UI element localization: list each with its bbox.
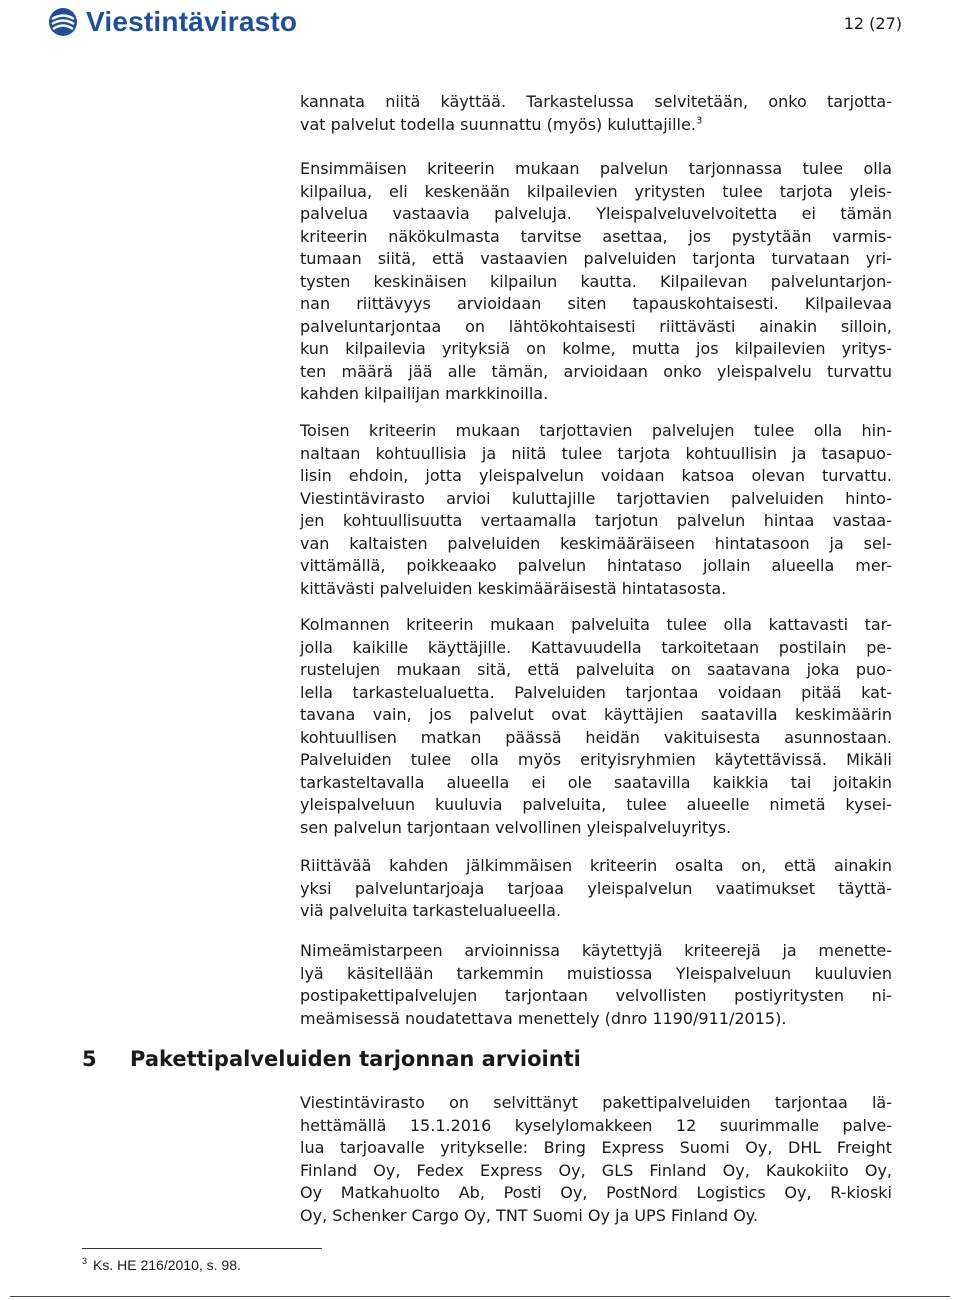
text-line: kilpailua, eli keskenään kilpailevien yritysten tulee tarjota yleis- bbox=[300, 181, 892, 201]
footnote-text: Ks. HE 216/2010, s. 98. bbox=[93, 1257, 241, 1273]
text-line: meämisessä noudatettava menettely (dnro 1190/911/2015). bbox=[300, 1008, 787, 1028]
text-line: Oy, Schenker Cargo Oy, TNT Suomi Oy ja UPS Finland Oy. bbox=[300, 1205, 759, 1225]
text-line: palveluntarjontaa on lähtökohtaisesti riittävästi ainakin silloin, bbox=[300, 316, 892, 336]
text-line: vittämällä, poikkeaako palvelun hintataso jollain alueella mer- bbox=[300, 556, 892, 575]
footnote-separator bbox=[82, 1248, 322, 1249]
section-title: Pakettipalveluiden tarjonnan arviointi bbox=[130, 1047, 581, 1071]
viestintavirasto-logo-icon bbox=[48, 7, 78, 37]
paragraph-2 bbox=[300, 158, 892, 406]
text-line: tumaan siitä, että vastaavien palveluiden tarjonta turvataan yri- bbox=[300, 249, 892, 268]
paragraph-5 bbox=[300, 855, 892, 923]
text-line: vat palvelut todella suunnattu (myös) kuluttajille.$^3$ bbox=[300, 114, 703, 134]
text-line: Finland Oy, Fedex Express Oy, GLS Finland Oy, Kaukokiito Oy, bbox=[300, 1160, 892, 1180]
page-header bbox=[0, 0, 960, 50]
text-line: nan riittävyys arvioidaan siten tapauskohtaisesti. Kilpailevaa bbox=[300, 294, 892, 313]
text-line: Kolmannen kriteerin mukaan palveluita tulee olla kattavasti tar- bbox=[300, 615, 892, 634]
text-line: Ensimmäisen kriteerin mukaan palvelun tarjonnassa tulee olla bbox=[300, 159, 892, 178]
text-line: ten määrä jää alle tämän, arvioidaan onko yleispalvelu turvattu bbox=[300, 361, 892, 381]
page-bottom-divider bbox=[10, 1296, 950, 1297]
text-line: jolla kaikille käyttäjille. Kattavuudella tarkoitetaan postilain pe- bbox=[300, 637, 892, 657]
text-line: tavana vain, jos palvelut ovat käyttäjien saatavilla keskimäärin bbox=[300, 705, 892, 724]
text-line: Viestintävirasto on selvittänyt pakettipalveluiden tarjontaa lä- bbox=[300, 1093, 892, 1112]
text-line: lella tarkastelualuetta. Palveluiden tarjontaa voidaan pitää kat- bbox=[300, 682, 892, 702]
footnote bbox=[82, 1257, 241, 1273]
footnote-marker: 3 bbox=[695, 115, 703, 127]
footnote-number: 3 bbox=[82, 1256, 88, 1267]
section-paragraph bbox=[300, 1092, 892, 1227]
logo bbox=[48, 6, 297, 38]
text-line: tysten keskinäisen kilpailun kautta. Kilpailevan palveluntarjon- bbox=[300, 271, 892, 291]
text-line: naltaan kohtuullisia ja niitä tulee tarjota kohtuullisin ja tasapuo- bbox=[300, 443, 892, 463]
paragraph-6 bbox=[300, 940, 892, 1030]
text-line: yleispalveluun kuuluvia palveluita, tulee alueelle nimetä kysei- bbox=[300, 795, 892, 814]
text-line: hettämällä 15.1.2016 kyselylomakkeen 12 suurimmalle palve- bbox=[300, 1115, 892, 1135]
text-line: lua tarjoavalle yritykselle: Bring Express Suomi Oy, DHL Freight bbox=[300, 1138, 892, 1157]
text-line: rustelujen mukaan sitä, että palveluita on saatavana joka puo- bbox=[300, 660, 892, 679]
text-line: kriteerin näkökulmasta tarvitse asettaa, jos pystytään varmis- bbox=[300, 226, 892, 246]
text-line: lyä käsitellään tarkemmin muistiossa Yleispalveluun kuuluvien bbox=[300, 963, 892, 983]
text-line: lisin ehdoin, jotta yleispalvelun voidaan katsoa olevan turvattu. bbox=[300, 466, 892, 485]
paragraph-1 bbox=[300, 91, 892, 136]
text-line: viä palveluita tarkastelualueella. bbox=[300, 901, 562, 920]
text-line: Palveluiden tulee olla myös erityisryhmien käytettävissä. Mikäli bbox=[300, 750, 892, 769]
text-line: Toisen kriteerin mukaan tarjottavien palvelujen tulee olla hin- bbox=[300, 421, 892, 440]
text-line: kun kilpailevia yrityksiä on kolme, mutta jos kilpailevien yritys- bbox=[300, 339, 892, 358]
text-line: postipakettipalvelujen tarjontaan velvollisten postiyritysten ni- bbox=[300, 986, 892, 1005]
text-line: Nimeämistarpeen arvioinnissa käytettyjä kriteerejä ja menette- bbox=[300, 941, 892, 960]
text-line: van kaltaisten palveluiden keskimääräiseen hintatasoon ja sel- bbox=[300, 533, 892, 553]
page-number: 12 (27) bbox=[843, 14, 902, 33]
text-line: Viestintävirasto arvioi kuluttajille tarjottavien palveluiden hinto- bbox=[300, 488, 892, 508]
text-line: palvelua vastaavia palveluja. Yleispalveluvelvoitetta ei tämän bbox=[300, 204, 892, 223]
text-line: tarkasteltavalla alueella ei ole saatavilla kaikkia tai joitakin bbox=[300, 772, 892, 792]
logo-text: Viestintävirasto bbox=[86, 6, 298, 37]
text-line: Riittävää kahden jälkimmäisen kriteerin osalta on, että ainakin bbox=[300, 856, 892, 875]
text-line: kittävästi palveluiden keskimääräisestä hintatasosta. bbox=[300, 578, 727, 598]
text-line: jen kohtuullisuutta vertaamalla tarjotun palvelun hintaa vastaa- bbox=[300, 511, 892, 530]
text-line: kannata niitä käyttää. Tarkastelussa selvitetään, onko tarjotta- bbox=[300, 92, 892, 111]
text-line: Oy Matkahuolto Ab, Posti Oy, PostNord Logistics Oy, R-kioski bbox=[300, 1183, 892, 1202]
paragraph-3 bbox=[300, 420, 892, 600]
text-line: sen palvelun tarjontaan velvollinen yleispalveluyritys. bbox=[300, 817, 732, 837]
section-number: 5 bbox=[82, 1047, 97, 1071]
text-line: yksi palveluntarjoaja tarjoaa yleispalvelun vaatimukset täyttä- bbox=[300, 878, 892, 898]
section-heading bbox=[82, 1047, 581, 1071]
text-line: kohtuullisen matkan päässä heidän vakituisesta asunnostaan. bbox=[300, 727, 892, 747]
paragraph-4 bbox=[300, 614, 892, 839]
text-line: kahden kilpailijan markkinoilla. bbox=[300, 384, 549, 403]
